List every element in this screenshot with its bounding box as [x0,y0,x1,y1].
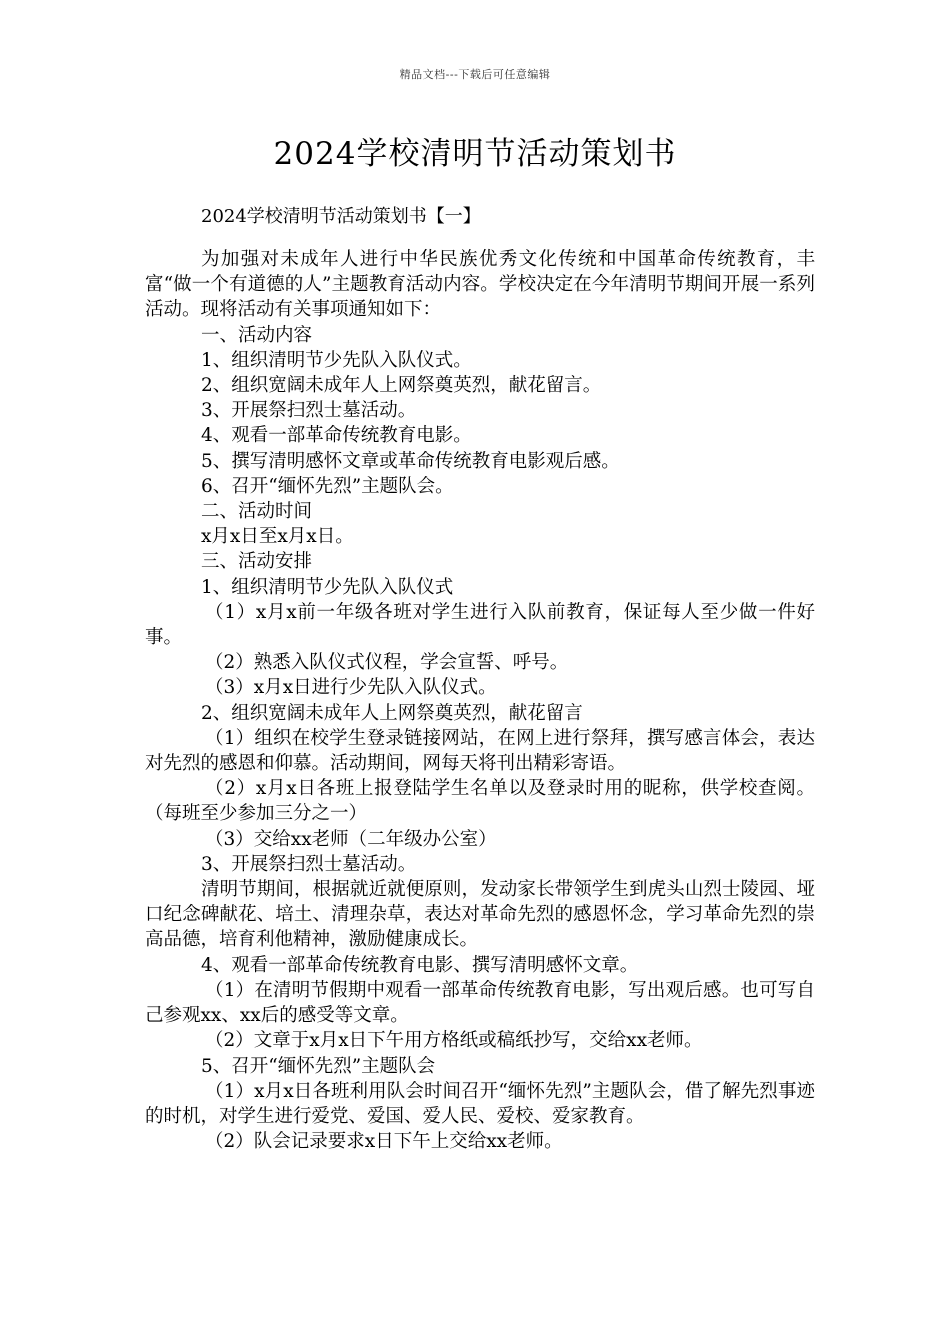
paragraph: x月x日至x月x日。 [201,526,354,548]
paragraph: （3）交给xx老师（二年级办公室） [205,828,497,850]
paragraph: 3、开展祭扫烈士墓活动。 [201,853,417,875]
paragraph: 3、开展祭扫烈士墓活动。 [201,400,417,422]
paragraph: （1）x月x前一年级各班对学生进行入队前教育，保证每人至少做一件好事。 [145,601,815,649]
paragraph: 二、活动时间 [201,501,313,523]
paragraph: （1）组织在校学生登录链接网站，在网上进行祭拜，撰写感言体会，表达对先烈的感恩和仰慕。活动期间，网每天将刊出精彩寄语。 [145,727,815,775]
paragraph: 6、召开“缅怀先烈”主题队会。 [201,475,454,497]
paragraph: （1）在清明节假期中观看一部革命传统教育电影，写出观后感。也可写自己参观xx、xx后的感受等文章。 [145,979,815,1027]
section-subtitle: 2024学校清明节活动策划书【一】 [201,206,481,227]
document-title: 2024学校清明节活动策划书 [273,136,677,172]
paragraph: 清明节期间，根据就近就便原则，发动家长带领学生到虎头山烈士陵园、垭口纪念碑献花、培土、清理杂草，表达对革命先烈的感恩怀念，学习革命先烈的崇高品德，培育利他精神，激励健康成长。 [145,879,815,951]
paragraph: 4、观看一部革命传统教育电影、撰写清明感怀文章。 [201,954,639,976]
paragraph: 2、组织宽阔未成年人上网祭奠英烈，献花留言。 [201,375,602,397]
paragraph: 1、组织清明节少先队入队仪式。 [201,349,472,371]
paragraph: （1）x月x日各班利用队会时间召开“缅怀先烈”主题队会，借了解先烈事迹的时机，对学生进行爱党、爱国、爱人民、爱校、爱家教育。 [145,1080,815,1127]
paragraph: （2）x月x日各班上报登陆学生名单以及登录时用的昵称，供学校查阅。（每班至少参加三分之一） [145,778,815,825]
paragraph: 2、组织宽阔未成年人上网祭奠英烈，献花留言 [201,702,583,724]
document-body [145,247,815,1154]
paragraph: （3）x月x日进行少先队入队仪式。 [205,677,497,699]
paragraph: （2）文章于x月x日下午用方格纸或稿纸抄写，交给xx老师。 [205,1030,703,1052]
paragraph: 1、组织清明节少先队入队仪式 [201,576,454,598]
paragraph: 5、撰写清明感怀文章或革命传统教育电影观后感。 [201,450,620,472]
paragraph: 4、观看一部革命传统教育电影。 [201,425,472,447]
paragraph: （2）熟悉入队仪式仪程，学会宣誓、呼号。 [205,652,569,674]
paragraph: 一、活动内容 [201,324,313,346]
header-note: 精品文档---下载后可任意编辑 [399,68,551,81]
paragraph: （2）队会记录要求x日下午上交给xx老师。 [205,1131,563,1153]
paragraph: 三、活动安排 [201,551,313,573]
paragraph: 5、召开“缅怀先烈”主题队会 [201,1055,436,1077]
paragraph: 为加强对未成年人进行中华民族优秀文化传统和中国革命传统教育，丰富“做一个有道德的人”主题教育活动内容。学校决定在今年清明节期间开展一系列活动。现将活动有关事项通知如下： [145,249,815,321]
